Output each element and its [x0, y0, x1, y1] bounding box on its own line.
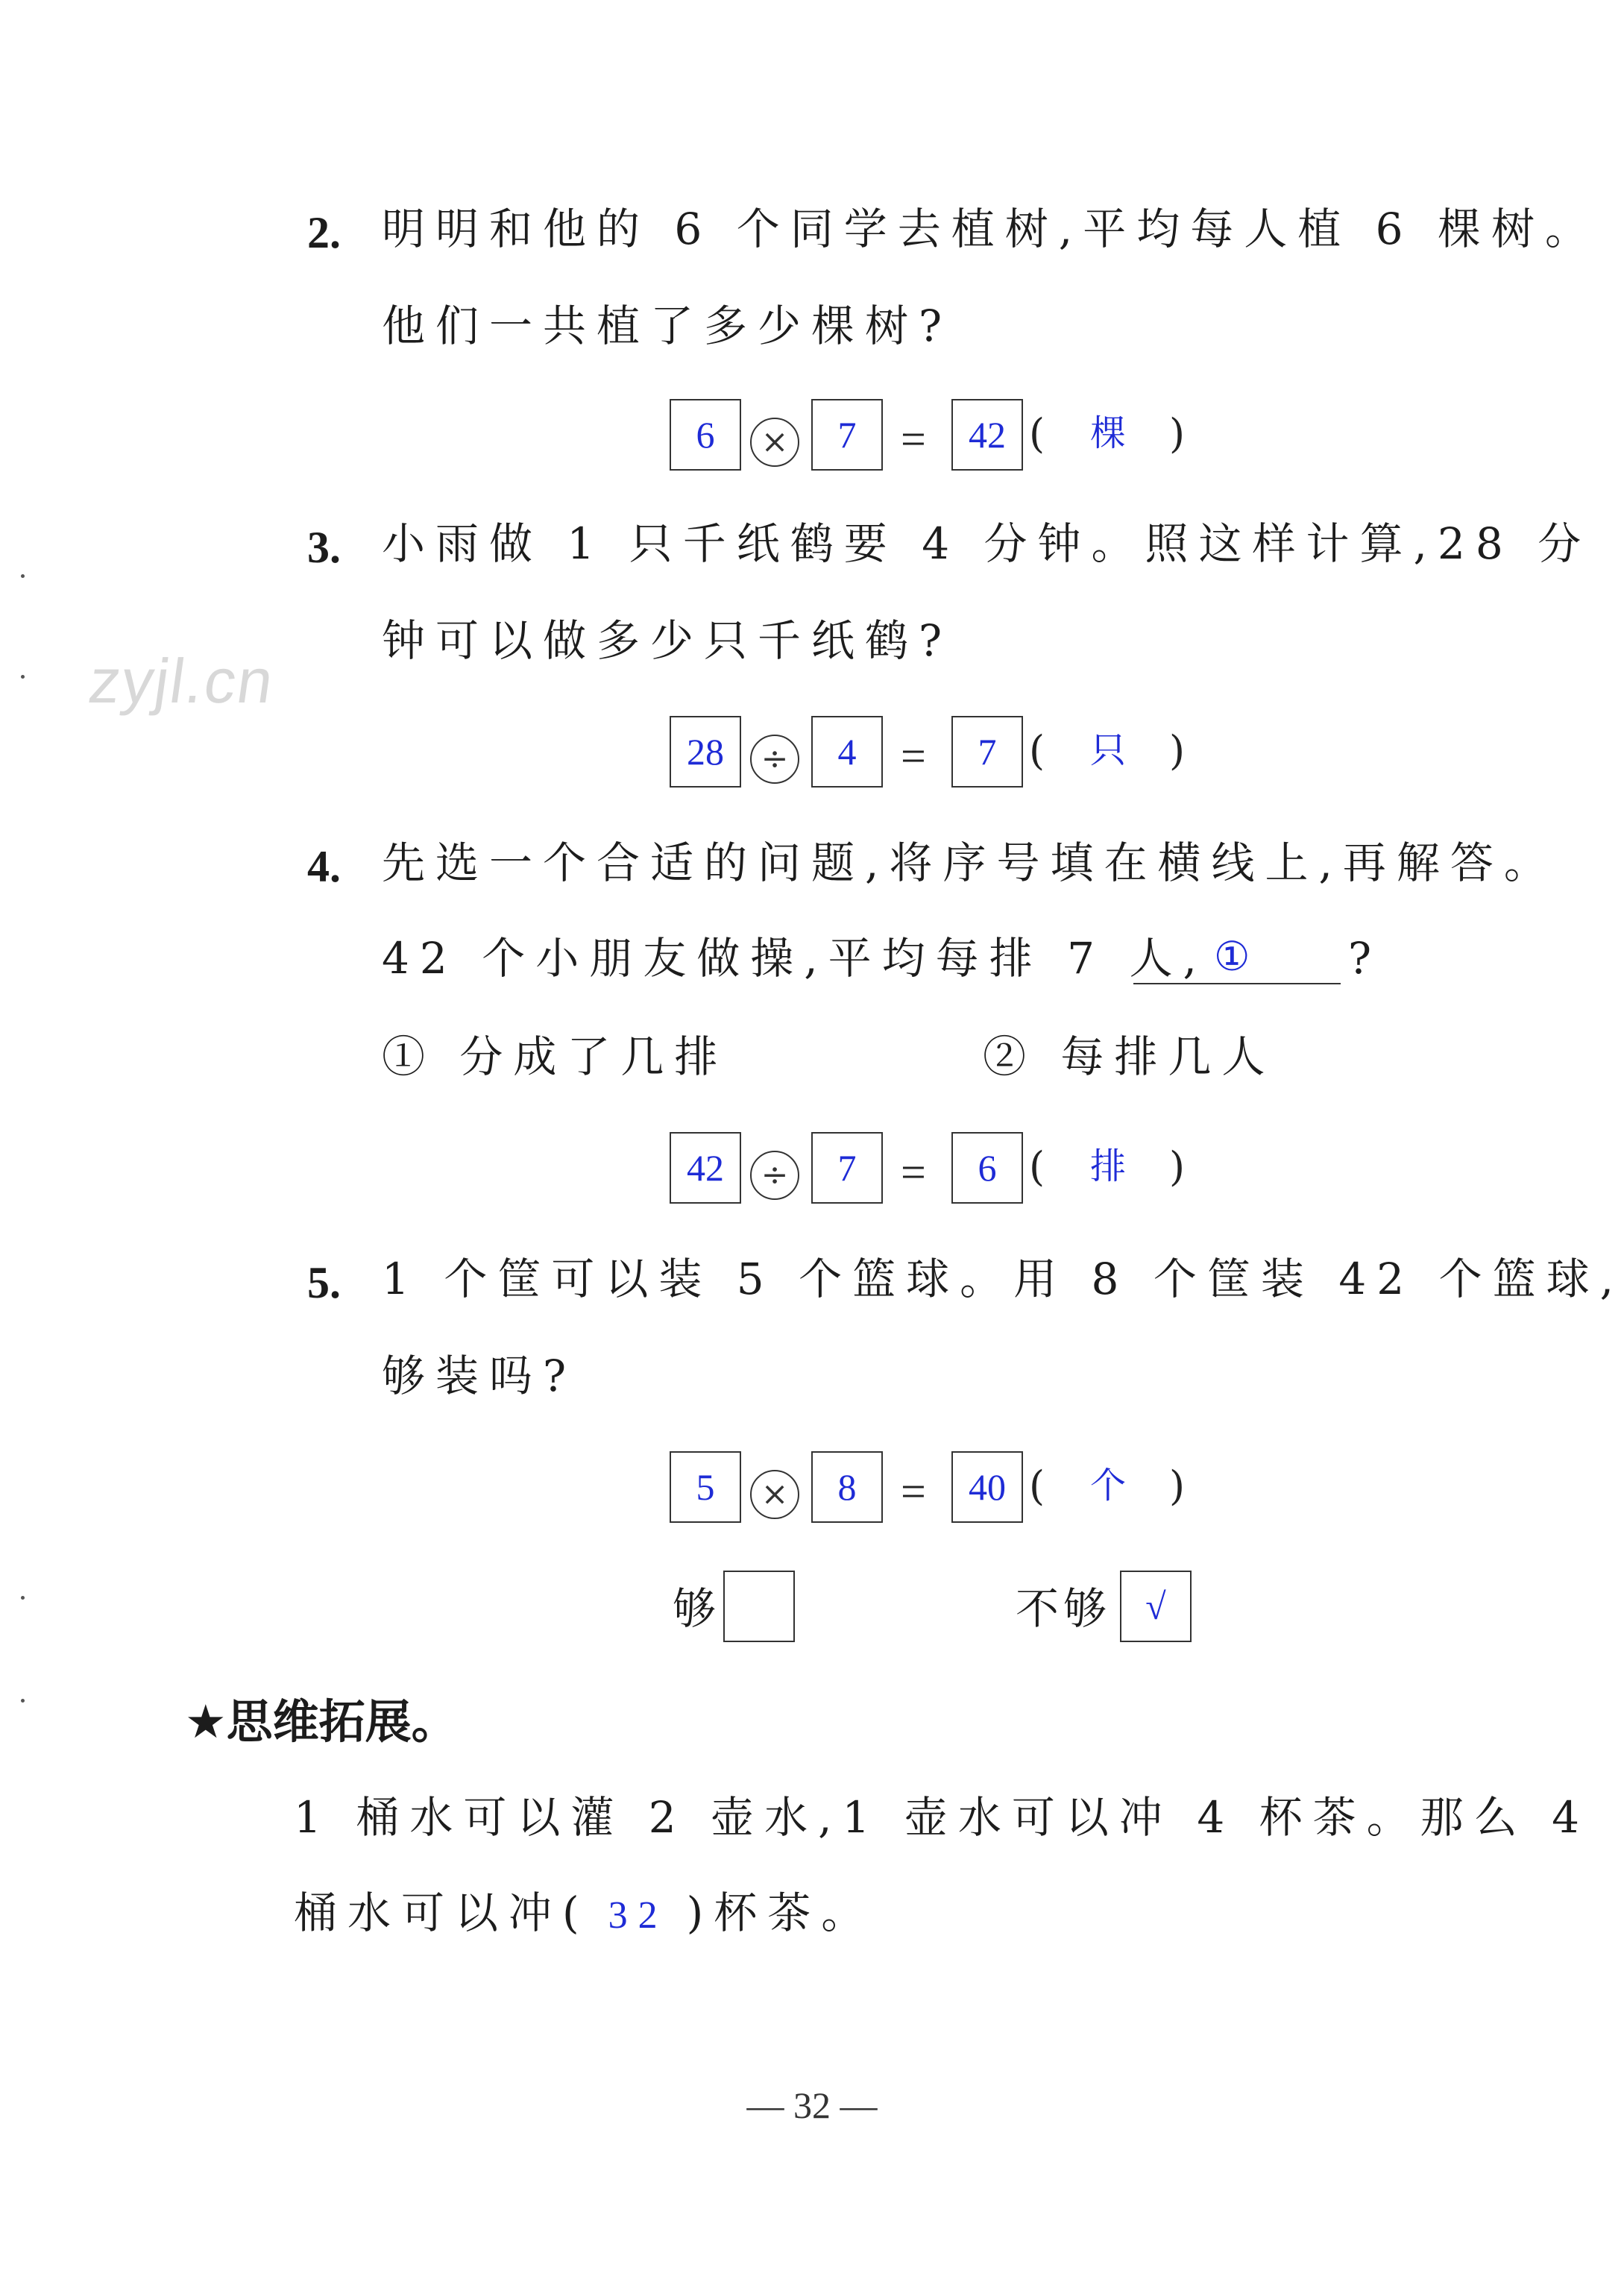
result-box[interactable]: 42	[951, 399, 1023, 471]
paren-close: )	[1169, 1143, 1186, 1190]
margin-dot	[21, 574, 25, 578]
page-number: — 32 —	[746, 2084, 878, 2126]
operator-circle[interactable]: ×	[750, 1470, 799, 1519]
operator-circle[interactable]: ÷	[750, 1151, 799, 1200]
extension-text-end: )杯茶。	[686, 1887, 875, 1938]
operator-circle[interactable]: ×	[750, 418, 799, 467]
not-enough-label: 不够	[1016, 1583, 1112, 1634]
paren-open: (	[1029, 410, 1045, 457]
enough-label: 够	[673, 1583, 717, 1634]
question-text: 1 个筐可以装 5 个篮球。用 8 个筐装 42 个篮球,	[382, 1254, 1624, 1304]
option-2: ② 每排几人	[983, 1031, 1276, 1082]
answer-box[interactable]: 42	[670, 1132, 741, 1204]
question-number: 3.	[307, 523, 341, 572]
paren-open: (	[1029, 1462, 1045, 1509]
question-mark: ?	[1348, 933, 1372, 984]
extension-text	[294, 1887, 875, 1938]
question-text: 钟可以做多少只千纸鹤?	[382, 615, 953, 666]
question-text: 够装吗?	[382, 1351, 577, 1401]
equation	[0, 399, 1624, 474]
watermark: zyjl.cn	[84, 646, 280, 716]
fill-blank-line[interactable]	[1133, 983, 1341, 984]
unit-answer[interactable]: 个	[1090, 1465, 1127, 1506]
answer-box[interactable]: 6	[670, 399, 741, 471]
paren-close: )	[1169, 1462, 1186, 1509]
margin-dot	[21, 1699, 25, 1703]
section-title: ★思维拓展。	[185, 1694, 458, 1749]
equation	[0, 1451, 1624, 1526]
question-text: 42 个小朋友做操,平均每排 7 人,	[382, 933, 1207, 984]
margin-dot	[21, 1596, 25, 1600]
equation	[0, 1132, 1624, 1207]
answer-box[interactable]: 4	[811, 716, 883, 788]
equals-sign: =	[901, 732, 926, 781]
result-box[interactable]: 6	[951, 1132, 1023, 1204]
question-number: 5.	[307, 1258, 341, 1307]
answer-box[interactable]: 5	[670, 1451, 741, 1523]
equals-sign: =	[901, 1467, 926, 1516]
paren-close: )	[1169, 410, 1186, 457]
unit-answer[interactable]: 棵	[1090, 412, 1127, 454]
margin-dot	[21, 675, 25, 679]
paren-open: (	[1029, 1143, 1045, 1190]
answer-box[interactable]: 8	[811, 1451, 883, 1523]
extension-answer[interactable]: 32	[608, 1894, 668, 1937]
extension-text-start: 桶水可以冲(	[294, 1887, 590, 1938]
equals-sign: =	[901, 415, 926, 464]
equation	[0, 716, 1624, 790]
answer-box[interactable]: 7	[811, 1132, 883, 1204]
question-number: 2.	[307, 208, 341, 257]
equals-sign: =	[901, 1148, 926, 1197]
option-1: ① 分成了几排	[382, 1031, 728, 1082]
result-box[interactable]: 7	[951, 716, 1023, 788]
unit-answer[interactable]: 只	[1090, 729, 1127, 771]
question-text: 小雨做 1 只千纸鹤要 4 分钟。照这样计算,28 分	[382, 518, 1592, 569]
paren-open: (	[1029, 727, 1045, 774]
enough-checkbox[interactable]	[723, 1571, 795, 1642]
not-enough-checkbox[interactable]: √	[1120, 1571, 1192, 1642]
question-text: 先选一个合适的问题,将序号填在横线上,再解答。	[382, 837, 1558, 888]
answer-box[interactable]: 28	[670, 716, 741, 788]
paren-close: )	[1169, 727, 1186, 774]
extension-text: 1 桶水可以灌 2 壶水,1 壶水可以冲 4 杯茶。那么 4	[294, 1792, 1590, 1843]
operator-circle[interactable]: ÷	[750, 735, 799, 784]
answer-box[interactable]: 7	[811, 399, 883, 471]
question-text: 他们一共植了多少棵树?	[382, 301, 953, 351]
blank-answer: ①	[1214, 933, 1250, 980]
unit-answer[interactable]: 排	[1090, 1145, 1127, 1187]
result-box[interactable]: 40	[951, 1451, 1023, 1523]
question-number: 4.	[307, 842, 341, 891]
question-text: 明明和他的 6 个同学去植树,平均每人植 6 棵树。	[382, 204, 1599, 254]
